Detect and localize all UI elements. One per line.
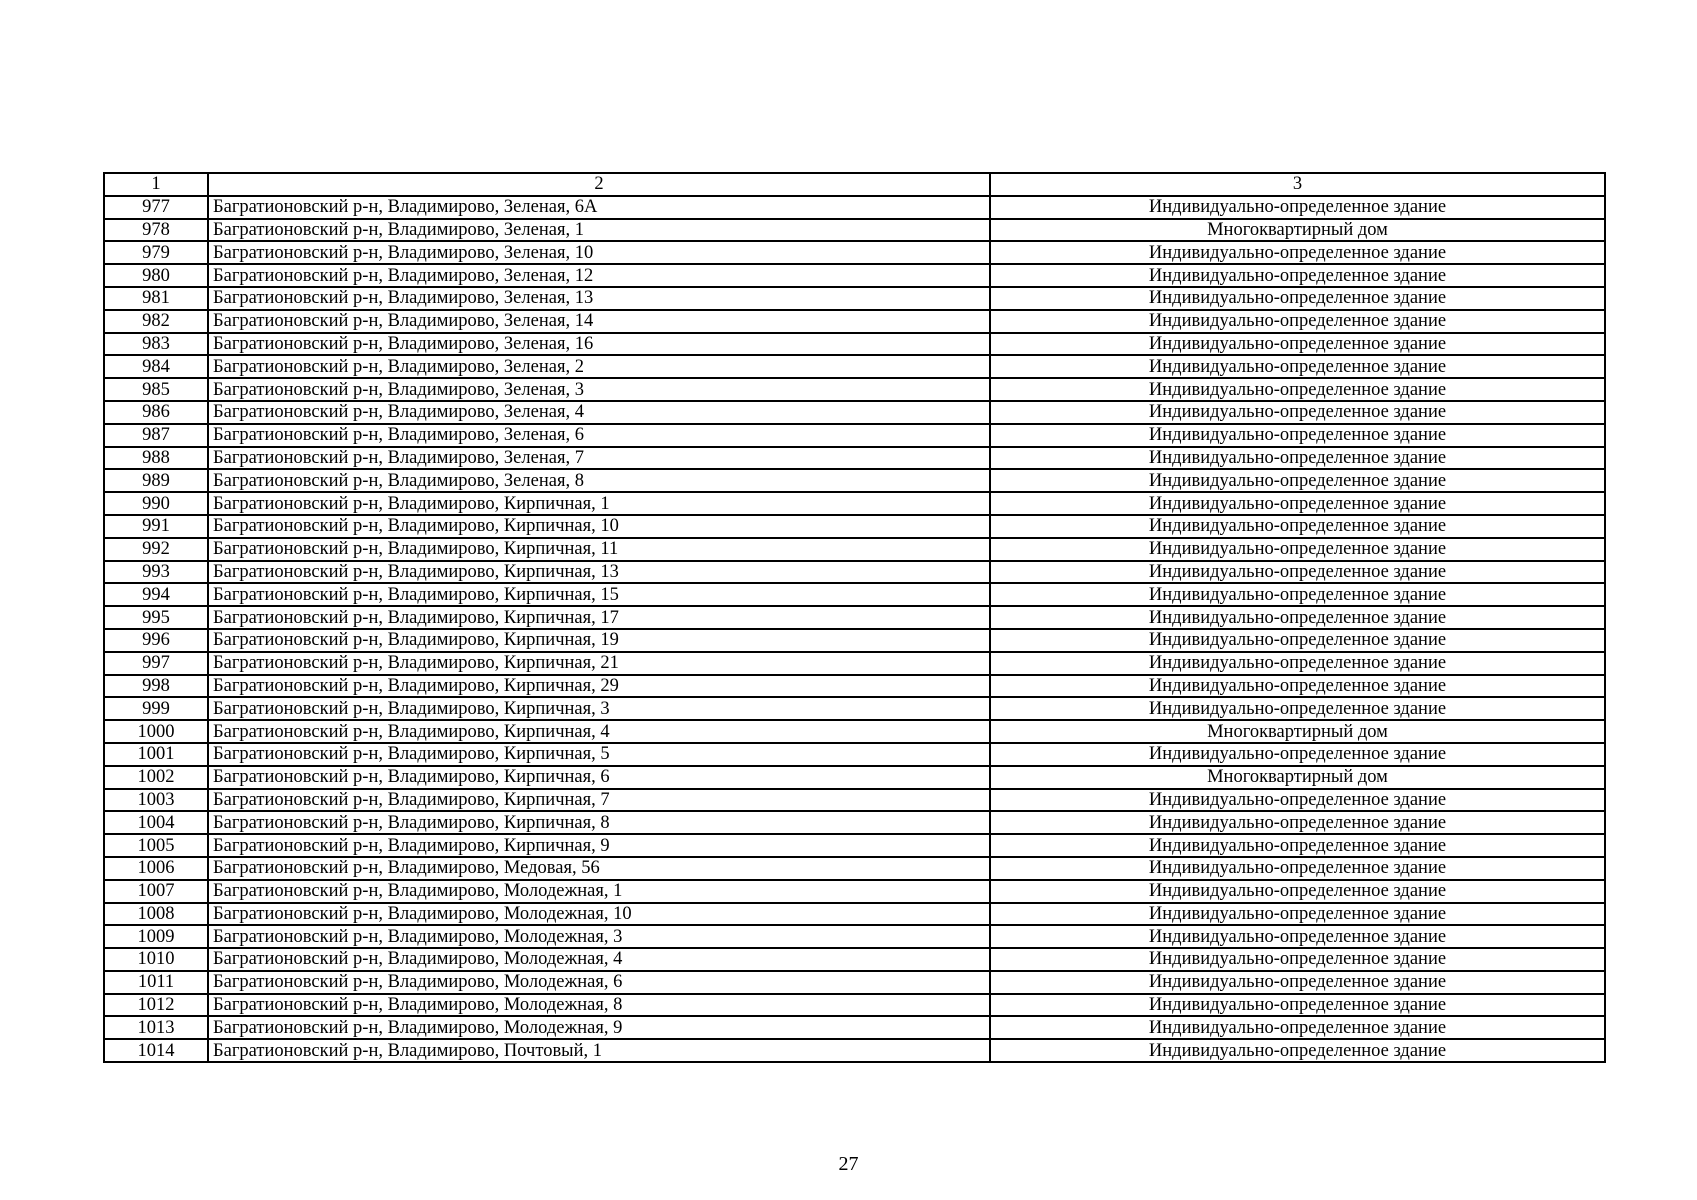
row-address: Багратионовский р-н, Владимирово, Зеленая, 14 xyxy=(208,310,990,333)
row-object-type: Индивидуально-определенное здание xyxy=(990,287,1605,310)
table-row xyxy=(104,606,1605,629)
row-object-type: Многоквартирный дом xyxy=(990,720,1605,743)
row-number: 978 xyxy=(104,219,208,242)
row-number: 1001 xyxy=(104,743,208,766)
row-address: Багратионовский р-н, Владимирово, Зеленая, 4 xyxy=(208,401,990,424)
row-number: 993 xyxy=(104,561,208,584)
row-address: Багратионовский р-н, Владимирово, Зеленая, 3 xyxy=(208,378,990,401)
table-row xyxy=(104,310,1605,333)
row-number: 994 xyxy=(104,583,208,606)
row-object-type: Индивидуально-определенное здание xyxy=(990,857,1605,880)
row-address: Багратионовский р-н, Владимирово, Кирпичная, 7 xyxy=(208,789,990,812)
table-row xyxy=(104,492,1605,515)
table-row xyxy=(104,834,1605,857)
row-object-type: Индивидуально-определенное здание xyxy=(990,925,1605,948)
row-object-type: Индивидуально-определенное здание xyxy=(990,355,1605,378)
row-number: 989 xyxy=(104,469,208,492)
row-object-type: Индивидуально-определенное здание xyxy=(990,743,1605,766)
row-number: 1013 xyxy=(104,1016,208,1039)
table-row xyxy=(104,538,1605,561)
row-number: 1012 xyxy=(104,994,208,1017)
row-object-type: Индивидуально-определенное здание xyxy=(990,264,1605,287)
row-address: Багратионовский р-н, Владимирово, Зеленая, 7 xyxy=(208,447,990,470)
row-address: Багратионовский р-н, Владимирово, Кирпичная, 5 xyxy=(208,743,990,766)
row-object-type: Многоквартирный дом xyxy=(990,219,1605,242)
table-row xyxy=(104,333,1605,356)
column-header-3: 3 xyxy=(990,173,1605,196)
row-address: Багратионовский р-н, Владимирово, Молодежная, 4 xyxy=(208,948,990,971)
table-row xyxy=(104,1016,1605,1039)
row-number: 1014 xyxy=(104,1039,208,1062)
row-number: 979 xyxy=(104,241,208,264)
row-object-type: Индивидуально-определенное здание xyxy=(990,789,1605,812)
row-number: 997 xyxy=(104,652,208,675)
row-address: Багратионовский р-н, Владимирово, Молодежная, 9 xyxy=(208,1016,990,1039)
row-number: 1006 xyxy=(104,857,208,880)
row-address: Багратионовский р-н, Владимирово, Зеленая, 10 xyxy=(208,241,990,264)
table-row xyxy=(104,561,1605,584)
row-object-type: Индивидуально-определенное здание xyxy=(990,948,1605,971)
row-number: 1002 xyxy=(104,766,208,789)
property-table xyxy=(103,172,1606,1063)
table-row xyxy=(104,424,1605,447)
row-object-type: Индивидуально-определенное здание xyxy=(990,629,1605,652)
row-object-type: Индивидуально-определенное здание xyxy=(990,241,1605,264)
table-row xyxy=(104,743,1605,766)
row-number: 990 xyxy=(104,492,208,515)
row-address: Багратионовский р-н, Владимирово, Кирпичная, 13 xyxy=(208,561,990,584)
page-number: 27 xyxy=(838,1153,859,1175)
row-number: 980 xyxy=(104,264,208,287)
row-object-type: Индивидуально-определенное здание xyxy=(990,424,1605,447)
row-address: Багратионовский р-н, Владимирово, Зеленая, 13 xyxy=(208,287,990,310)
table-row xyxy=(104,264,1605,287)
row-number: 982 xyxy=(104,310,208,333)
row-number: 1009 xyxy=(104,925,208,948)
row-object-type: Индивидуально-определенное здание xyxy=(990,378,1605,401)
row-address: Багратионовский р-н, Владимирово, Зеленая, 6 xyxy=(208,424,990,447)
row-address: Багратионовский р-н, Владимирово, Зеленая, 16 xyxy=(208,333,990,356)
row-address: Багратионовский р-н, Владимирово, Кирпичная, 3 xyxy=(208,697,990,720)
row-address: Багратионовский р-н, Владимирово, Кирпичная, 21 xyxy=(208,652,990,675)
table-row xyxy=(104,948,1605,971)
table-row xyxy=(104,675,1605,698)
row-number: 981 xyxy=(104,287,208,310)
row-object-type: Индивидуально-определенное здание xyxy=(990,492,1605,515)
table-row xyxy=(104,583,1605,606)
row-address: Багратионовский р-н, Владимирово, Кирпичная, 4 xyxy=(208,720,990,743)
row-address: Багратионовский р-н, Владимирово, Молодежная, 6 xyxy=(208,971,990,994)
table-row xyxy=(104,1039,1605,1062)
table-row xyxy=(104,811,1605,834)
row-address: Багратионовский р-н, Владимирово, Кирпичная, 9 xyxy=(208,834,990,857)
row-number: 992 xyxy=(104,538,208,561)
row-number: 1007 xyxy=(104,880,208,903)
row-address: Багратионовский р-н, Владимирово, Кирпичная, 11 xyxy=(208,538,990,561)
row-number: 1011 xyxy=(104,971,208,994)
row-address: Багратионовский р-н, Владимирово, Кирпичная, 8 xyxy=(208,811,990,834)
row-address: Багратионовский р-н, Владимирово, Кирпичная, 6 xyxy=(208,766,990,789)
row-number: 1008 xyxy=(104,903,208,926)
table-row xyxy=(104,447,1605,470)
table-row xyxy=(104,994,1605,1017)
row-object-type: Индивидуально-определенное здание xyxy=(990,606,1605,629)
row-address: Багратионовский р-н, Владимирово, Медовая, 56 xyxy=(208,857,990,880)
row-address: Багратионовский р-н, Владимирово, Кирпичная, 17 xyxy=(208,606,990,629)
row-object-type: Индивидуально-определенное здание xyxy=(990,675,1605,698)
table-row xyxy=(104,378,1605,401)
row-address: Багратионовский р-н, Владимирово, Молодежная, 3 xyxy=(208,925,990,948)
row-address: Багратионовский р-н, Владимирово, Молодежная, 10 xyxy=(208,903,990,926)
row-number: 991 xyxy=(104,515,208,538)
row-number: 999 xyxy=(104,697,208,720)
row-object-type: Индивидуально-определенное здание xyxy=(990,469,1605,492)
row-number: 995 xyxy=(104,606,208,629)
row-number: 988 xyxy=(104,447,208,470)
table-row xyxy=(104,287,1605,310)
row-address: Багратионовский р-н, Владимирово, Кирпичная, 29 xyxy=(208,675,990,698)
row-object-type: Индивидуально-определенное здание xyxy=(990,697,1605,720)
row-object-type: Индивидуально-определенное здание xyxy=(990,447,1605,470)
row-number: 1005 xyxy=(104,834,208,857)
row-object-type: Индивидуально-определенное здание xyxy=(990,515,1605,538)
row-object-type: Индивидуально-определенное здание xyxy=(990,333,1605,356)
row-number: 983 xyxy=(104,333,208,356)
table-row xyxy=(104,766,1605,789)
row-number: 1003 xyxy=(104,789,208,812)
row-address: Багратионовский р-н, Владимирово, Кирпичная, 15 xyxy=(208,583,990,606)
row-object-type: Индивидуально-определенное здание xyxy=(990,538,1605,561)
table-row xyxy=(104,720,1605,743)
row-address: Багратионовский р-н, Владимирово, Зеленая, 2 xyxy=(208,355,990,378)
row-object-type: Индивидуально-определенное здание xyxy=(990,561,1605,584)
row-number: 1000 xyxy=(104,720,208,743)
row-object-type: Индивидуально-определенное здание xyxy=(990,971,1605,994)
row-object-type: Индивидуально-определенное здание xyxy=(990,880,1605,903)
row-number: 996 xyxy=(104,629,208,652)
row-number: 986 xyxy=(104,401,208,424)
table-row xyxy=(104,401,1605,424)
row-address: Багратионовский р-н, Владимирово, Почтовый, 1 xyxy=(208,1039,990,1062)
row-object-type: Индивидуально-определенное здание xyxy=(990,1039,1605,1062)
table-row xyxy=(104,925,1605,948)
row-number: 977 xyxy=(104,196,208,219)
row-address: Багратионовский р-н, Владимирово, Молодежная, 1 xyxy=(208,880,990,903)
row-object-type: Индивидуально-определенное здание xyxy=(990,994,1605,1017)
row-number: 984 xyxy=(104,355,208,378)
row-object-type: Индивидуально-определенное здание xyxy=(990,652,1605,675)
row-address: Багратионовский р-н, Владимирово, Молодежная, 8 xyxy=(208,994,990,1017)
table-row xyxy=(104,880,1605,903)
row-object-type: Индивидуально-определенное здание xyxy=(990,834,1605,857)
row-number: 987 xyxy=(104,424,208,447)
row-number: 998 xyxy=(104,675,208,698)
table-body xyxy=(104,173,1605,1062)
table-row xyxy=(104,629,1605,652)
column-header-2: 2 xyxy=(208,173,990,196)
table-row xyxy=(104,219,1605,242)
table-row xyxy=(104,469,1605,492)
table-row xyxy=(104,789,1605,812)
row-object-type: Индивидуально-определенное здание xyxy=(990,583,1605,606)
table-row xyxy=(104,697,1605,720)
row-address: Багратионовский р-н, Владимирово, Кирпичная, 1 xyxy=(208,492,990,515)
table-row xyxy=(104,652,1605,675)
row-number: 1010 xyxy=(104,948,208,971)
row-number: 1004 xyxy=(104,811,208,834)
row-address: Багратионовский р-н, Владимирово, Кирпичная, 10 xyxy=(208,515,990,538)
row-address: Багратионовский р-н, Владимирово, Зеленая, 1 xyxy=(208,219,990,242)
table-row xyxy=(104,903,1605,926)
column-header-1: 1 xyxy=(104,173,208,196)
row-object-type: Индивидуально-определенное здание xyxy=(990,811,1605,834)
row-number: 985 xyxy=(104,378,208,401)
table-row xyxy=(104,355,1605,378)
table-row xyxy=(104,971,1605,994)
table-row xyxy=(104,515,1605,538)
row-object-type: Индивидуально-определенное здание xyxy=(990,196,1605,219)
row-address: Багратионовский р-н, Владимирово, Кирпичная, 19 xyxy=(208,629,990,652)
row-object-type: Индивидуально-определенное здание xyxy=(990,310,1605,333)
row-address: Багратионовский р-н, Владимирово, Зеленая, 6А xyxy=(208,196,990,219)
row-address: Багратионовский р-н, Владимирово, Зеленая, 12 xyxy=(208,264,990,287)
row-object-type: Индивидуально-определенное здание xyxy=(990,401,1605,424)
row-object-type: Многоквартирный дом xyxy=(990,766,1605,789)
row-object-type: Индивидуально-определенное здание xyxy=(990,1016,1605,1039)
row-object-type: Индивидуально-определенное здание xyxy=(990,903,1605,926)
row-address: Багратионовский р-н, Владимирово, Зеленая, 8 xyxy=(208,469,990,492)
table-header-row xyxy=(104,173,1605,196)
table-row xyxy=(104,196,1605,219)
table-row xyxy=(104,857,1605,880)
table-row xyxy=(104,241,1605,264)
